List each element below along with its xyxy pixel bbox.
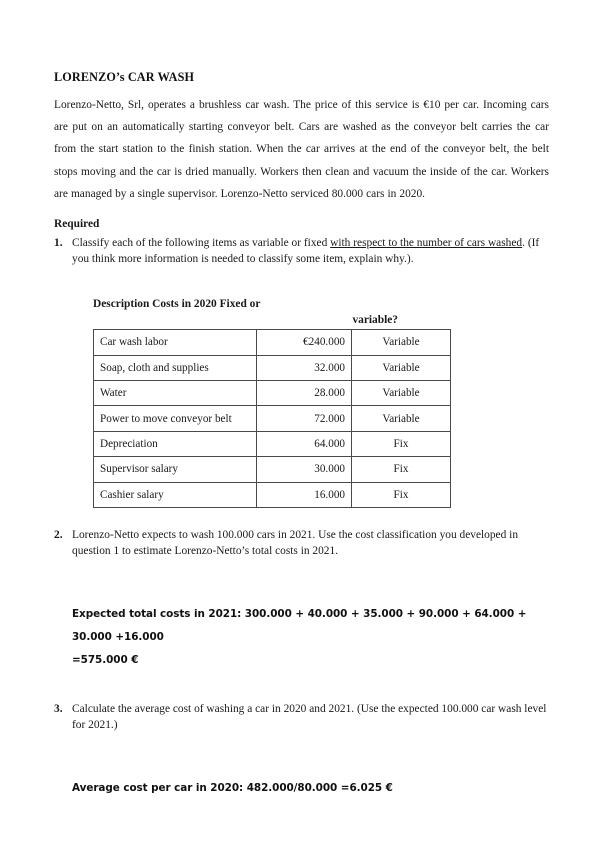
spacer-after-table	[54, 508, 549, 528]
spacer-before-answer-2	[54, 559, 549, 603]
cost-classification: Variable	[352, 406, 451, 431]
question-1-text-before: Classify each of the following items as variable or fixed	[72, 237, 331, 250]
table-row	[94, 457, 451, 482]
cost-table-body	[94, 330, 451, 508]
question-number-2: 2.	[54, 528, 63, 541]
cost-classification: Variable	[352, 355, 451, 380]
table-row	[94, 431, 451, 456]
cost-description: Cashier salary	[94, 482, 257, 507]
cost-amount: 28.000	[257, 380, 352, 405]
cost-table-caption-line1: Description Costs in 2020 Fixed or	[93, 298, 261, 311]
cost-description: Power to move conveyor belt	[94, 406, 257, 431]
cost-amount: 16.000	[257, 482, 352, 507]
question-number-3: 3.	[54, 703, 63, 716]
table-row	[94, 482, 451, 507]
answer-question-2	[72, 603, 549, 672]
cost-table-block	[93, 297, 420, 508]
cost-description: Depreciation	[94, 431, 257, 456]
cost-amount: 64.000	[257, 431, 352, 456]
cost-table-caption-line2: variable?	[352, 314, 398, 327]
answer-2-line-1: Expected total costs in 2021: 300.000 + 40.000 + 35.000 + 90.000 + 64.000 + 30.000 +16.000	[72, 608, 527, 644]
cost-amount: 30.000	[257, 457, 352, 482]
question-2-text: Lorenzo-Netto expects to wash 100.000 cars in 2021. Use the cost classification you developed in question 1 to estimate Lorenzo-Netto’s total costs in 2021.	[72, 528, 519, 557]
question-item-2	[54, 528, 549, 559]
cost-amount: 72.000	[257, 406, 352, 431]
cost-amount: €240.000	[257, 330, 352, 355]
page-title: LORENZO’s CAR WASH	[54, 70, 195, 84]
intro-paragraph: Lorenzo-Netto, Srl, operates a brushless car wash. The price of this service is €10 per car. Incoming cars are put on an automatically starting conveyor belt. Cars are washed as the conveyor belt carries the car from the start station to the finish station. When the car arrives at the end of the conveyor belt, the belt stops moving and the car is dried manually. Workers then clean and vacuum the inside of the car. Workers are managed by a single supervisor. Lorenzo-Netto serviced 80.000 cars in 2020.	[54, 99, 549, 200]
question-number-1: 1.	[54, 237, 63, 250]
cost-description: Water	[94, 380, 257, 405]
table-row	[94, 380, 451, 405]
table-row	[94, 355, 451, 380]
answer-3-line-1: Average cost per car in 2020: 482.000/80.000 =6.025 €	[72, 782, 393, 795]
cost-table-caption	[93, 297, 411, 329]
cost-classification: Fix	[352, 457, 451, 482]
answer-2-line-2: =575.000 €	[72, 654, 139, 667]
cost-description: Supervisor salary	[94, 457, 257, 482]
required-heading: Required	[54, 218, 100, 231]
question-1-text-underlined: with respect to the number of cars washed	[330, 237, 523, 250]
table-row	[94, 330, 451, 355]
cost-classification: Variable	[352, 330, 451, 355]
cost-classification: Fix	[352, 482, 451, 507]
cost-description: Car wash labor	[94, 330, 257, 355]
cost-classification-table	[93, 329, 451, 508]
cost-amount: 32.000	[257, 355, 352, 380]
cost-classification: Variable	[352, 380, 451, 405]
question-1-text-after: . (If you think more information is needed to classify some item, explain why.).	[72, 237, 540, 265]
table-row	[94, 406, 451, 431]
answer-question-3	[72, 777, 549, 800]
cost-description: Soap, cloth and supplies	[94, 355, 257, 380]
question-3-text: Calculate the average cost of washing a car in 2020 and 2021. (Use the expected 100.000 car wash level for 2021.)	[72, 703, 547, 731]
question-item-3	[54, 702, 549, 733]
spacer-before-answer-3	[54, 733, 549, 777]
document-content	[54, 70, 549, 800]
cost-classification: Fix	[352, 431, 451, 456]
question-item-1	[54, 236, 549, 267]
spacer-before-question-3	[54, 672, 549, 702]
